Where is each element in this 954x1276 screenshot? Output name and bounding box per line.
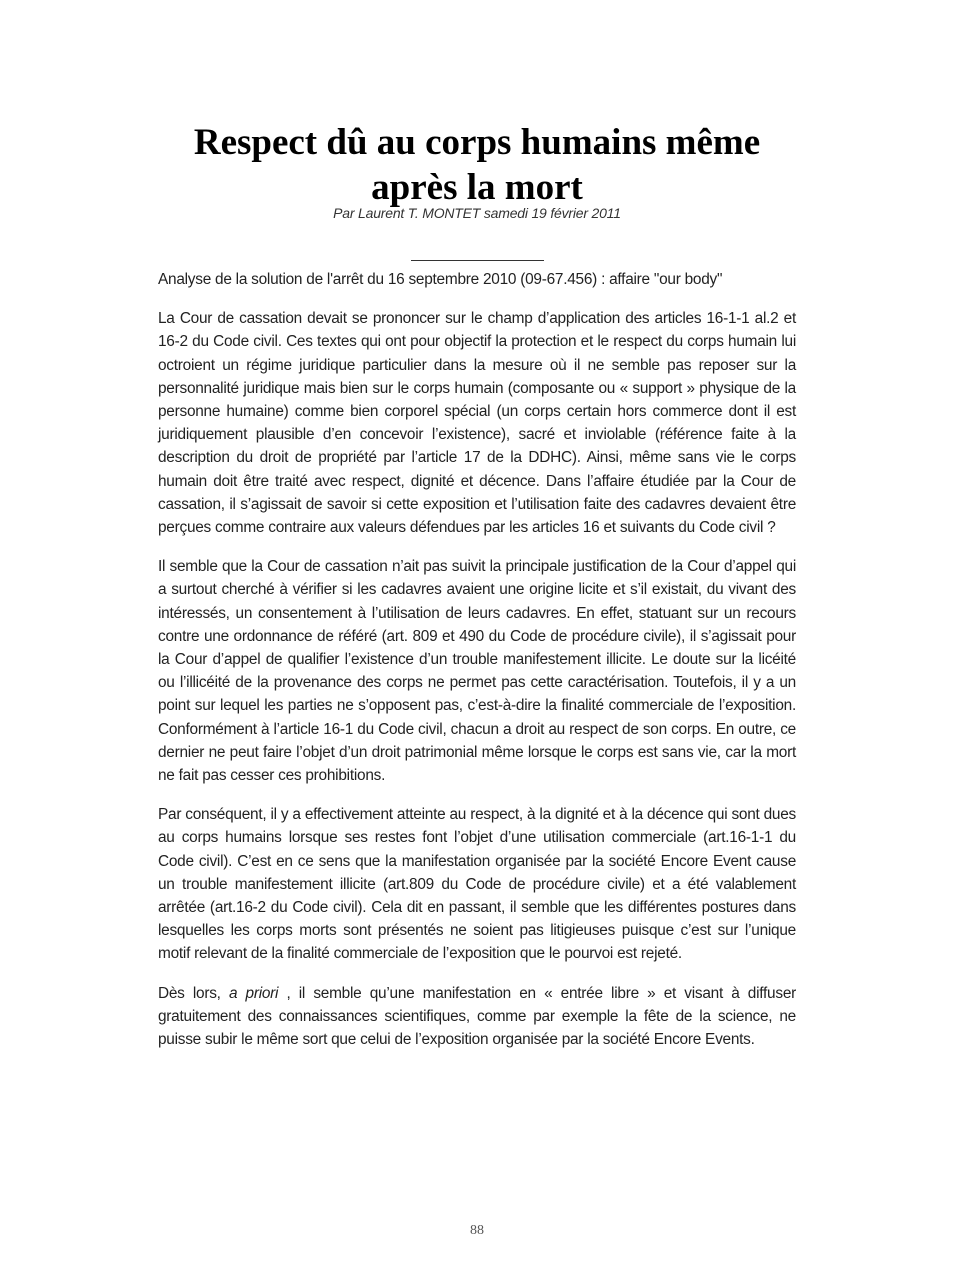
article-title-line-1: Respect dû au corps humains même xyxy=(193,122,761,163)
paragraph-3: Par conséquent, il y a effectivement atteinte au respect, à la dignité et à la décence qui sont dues au corps humains lorsque ses restes font l’objet d’une utilisation commerciale (art.16-1-1 du Code civil). C’est en ce sens que la manifestation organisée par la société Encore Event cause un trouble manifestement illicite (art.809 du Code de procédure civile) et a été valablement arrêtée (art.16-2 du Code civil). Cela dit en passant, il semble que les différentes postures dans lesquelles les corps morts sont présentés ne soient pas litigieuses puisque c’est sur l’unique motif relevant de la finalité commerciale de l’exposition que le pourvoi est rejeté. xyxy=(158,806,796,963)
paragraph-1: La Cour de cassation devait se prononcer sur le champ d’application des articles 16-1-1 al.2 et 16-2 du Code civil. Ces textes qui ont pour objectif la protection et le respect du corps humain lui octroient un régime juridique particulier dans la mesure où il ne semble pas reposer sur la personnalité juridique mais bien sur le corps humain (composante ou « support » physique de la personne humaine) comme bien corporel spécial (un corps certain hors commerce dont il est juridiquement plausible d’en concevoir l’existence), sacré et inviolable (référence faite à la description du droit de propriété par l’article 17 de la DDHC). Ainsi, même sans vie le corps humain doit être traité avec respect, dignité et décence. Dans l’affaire étudiée par la Cour de cassation, il s’agissait de savoir si cette exposition et l’utilisation faite des cadavres devaient être perçues comme contraire aux valeurs défendues par les articles 16 et suivants du Code civil ? xyxy=(158,310,796,537)
article-byline: Par Laurent T. MONTET samedi 19 février 2011 xyxy=(333,205,621,221)
paragraph-4-start: Dès lors, xyxy=(158,984,229,1002)
paragraph-4 xyxy=(158,982,796,1052)
article-intro: Analyse de la solution de l'arrêt du 16 septembre 2010 (09-67.456) : affaire "our body" xyxy=(158,271,723,288)
article-title xyxy=(120,120,834,210)
page-number: 88 xyxy=(470,1223,484,1238)
paragraph-4-emphasis: a priori xyxy=(228,984,279,1002)
title-divider xyxy=(411,260,544,261)
paragraph-4-end: , il semble qu’une manifestation en « entrée libre » et visant à diffuser gratuitement des connaissances scientifiques, comme par exemple la fête de la science, ne puisse subir le même sort que celui de l’exposition organisée par la société Encore Events. xyxy=(158,984,797,1049)
article-title-line-2: après la mort xyxy=(371,167,583,208)
paragraph-2: Il semble que la Cour de cassation n’ait pas suivit la principale justification de la Cour d’appel qui a surtout cherché à vérifier si les cadavres avaient une origine licite et s’il existait, du vivant des intéressés, un consentement à l’utilisation de leurs cadavres. En effet, statuant sur un recours contre une ordonnance de référé (art. 809 et 490 du Code de procédure civile), il s’agissait pour la Cour d’appel de qualifier l’existence d’un trouble manifestement illicite. Le doute sur la licéité ou l’illicéité de la provenance des corps ne permet pas cette caractérisation. Toutefois, il y a un point sur lequel les parties ne s’opposent pas, c’est-à-dire la finalité commerciale de l’exposition. Conformément à l’article 16-1 du Code civil, chacun a droit au respect de son corps. En outre, ce dernier ne peut faire l’objet d’un droit patrimonial même lorsque le corps est sans vie, car la mort ne fait pas cesser ces prohibitions. xyxy=(158,558,796,785)
article-body xyxy=(158,268,796,1067)
